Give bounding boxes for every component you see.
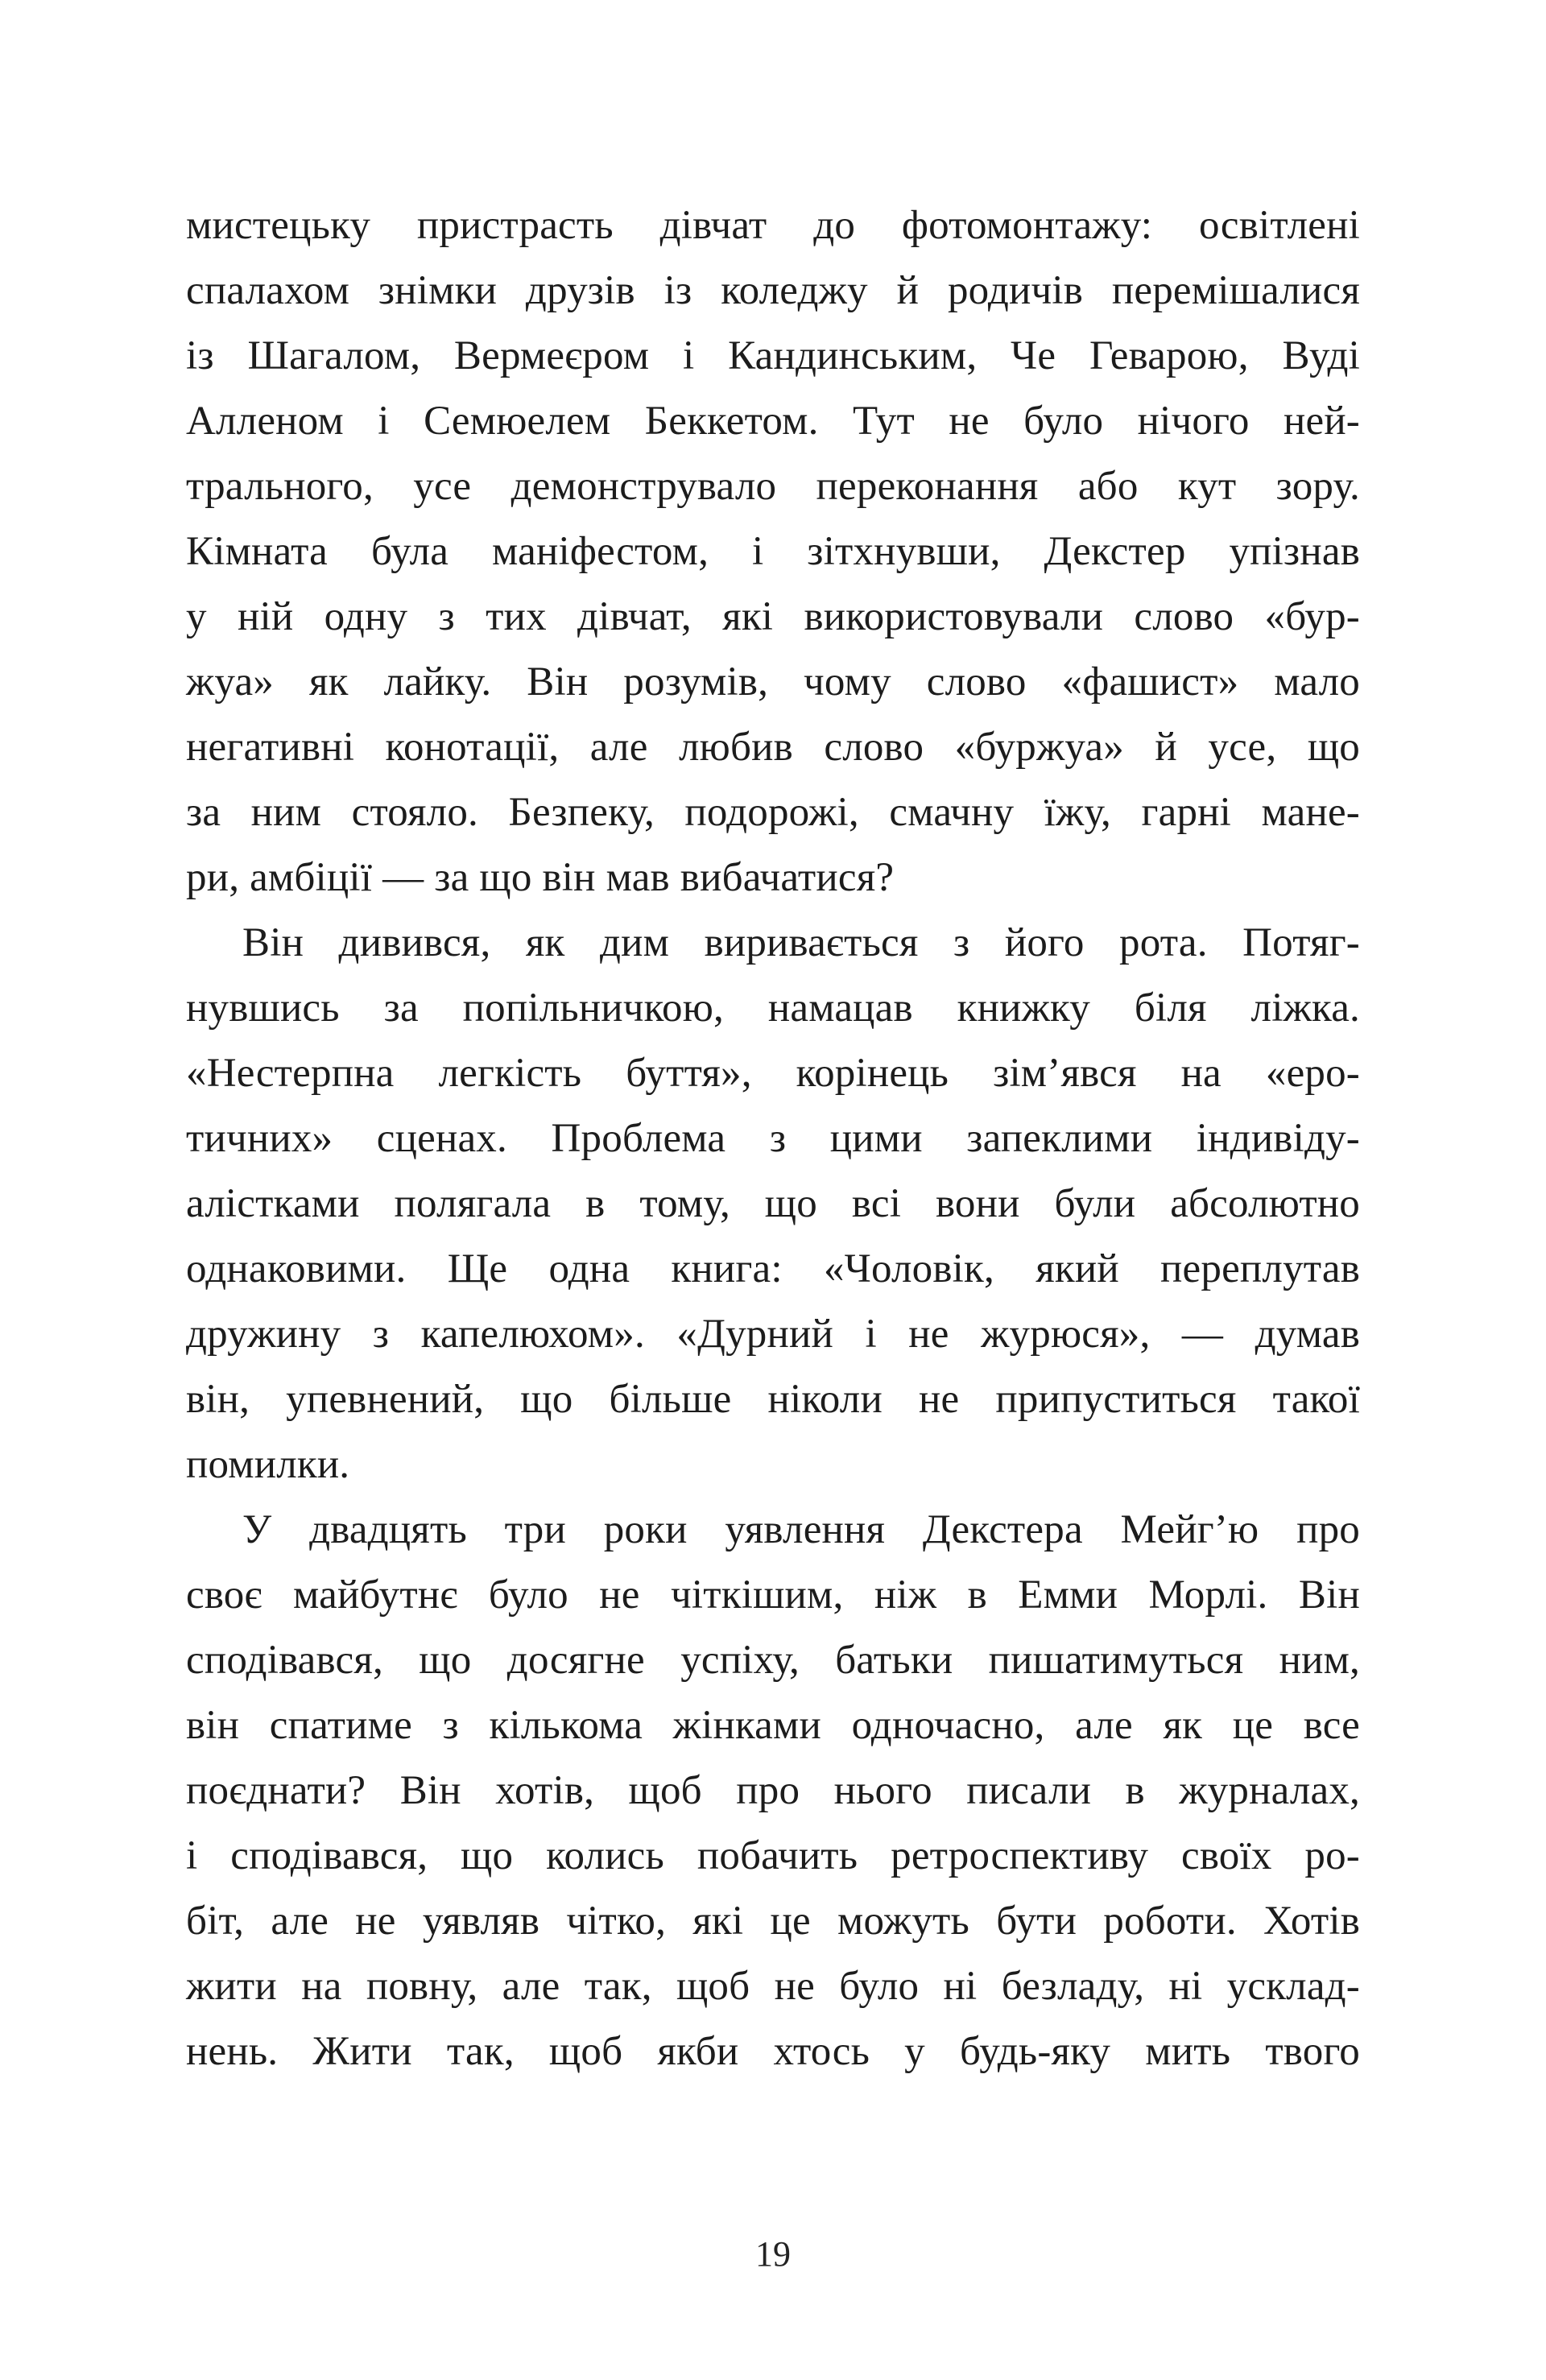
paragraph xyxy=(186,193,1360,911)
text-line: нень. Жити так, щоб якби хтось у будь-яку мить твого xyxy=(186,2029,1360,2074)
text-line: ри, амбіції — за що він мав вибачатися? xyxy=(186,855,895,900)
text-line: Алленом і Семюелем Беккетом. Тут не було нічого ней- xyxy=(186,399,1360,444)
text-block xyxy=(186,193,1360,2085)
text-line: і сподівався, що колись побачить ретроспективу своїх ро- xyxy=(186,1833,1360,1878)
text-line: Він дивився, як дим виривається з його рота. Потяг- xyxy=(242,920,1360,965)
text-line: тичних» сценах. Проблема з цими запеклими індивіду- xyxy=(186,1116,1360,1161)
text-line: алістками полягала в тому, що всі вони були абсолютно xyxy=(186,1181,1360,1226)
text-line: у ній одну з тих дівчат, які використовували слово «бур- xyxy=(186,594,1360,639)
text-line: за ним стояло. Безпеку, подорожі, смачну їжу, гарні мане- xyxy=(186,790,1360,835)
text-line: негативні конотації, але любив слово «буржуа» й усе, що xyxy=(186,725,1360,770)
text-line: мистецьку пристрасть дівчат до фотомонтажу: освітлені xyxy=(186,203,1360,248)
text-line: поєднати? Він хотів, щоб про нього писали в журналах, xyxy=(186,1768,1360,1813)
text-line: із Шагалом, Вермеєром і Кандинським, Че Геварою, Вуді xyxy=(186,333,1360,378)
text-line: трального, усе демонструвало переконання або кут зору. xyxy=(186,464,1360,509)
paragraph xyxy=(186,1498,1360,2085)
text-line: «Нестерпна легкість буття», корінець зім’явся на «еро- xyxy=(186,1051,1360,1096)
page-number: 19 xyxy=(755,2234,791,2274)
text-line: своє майбутнє було не чіткішим, ніж в Емми Морлі. Він xyxy=(186,1572,1360,1618)
text-line: біт, але не уявляв чітко, які це можуть бути роботи. Хотів xyxy=(186,1899,1360,1944)
paragraph xyxy=(186,911,1360,1498)
text-line: спалахом знімки друзів із коледжу й родичів перемішалися xyxy=(186,268,1360,313)
text-line: нувшись за попільничкою, намацав книжку біля ліжка. xyxy=(186,985,1360,1031)
text-line: жуа» як лайку. Він розумів, чому слово «фашист» мало xyxy=(186,659,1360,704)
text-line: дружину з капелюхом». «Дурний і не журюся», — думав xyxy=(186,1312,1360,1357)
text-line: У двадцять три роки уявлення Декстера Мейг’ю про xyxy=(242,1507,1360,1552)
text-line: Кімната була маніфестом, і зітхнувши, Декстер упізнав xyxy=(186,529,1360,574)
text-line: він, упевнений, що більше ніколи не припуститься такої xyxy=(186,1377,1360,1422)
text-line: жити на повну, але так, щоб не було ні безладу, ні усклад- xyxy=(186,1964,1360,2009)
text-line: сподівався, що досягне успіху, батьки пишатимуться ним, xyxy=(186,1638,1360,1683)
text-line: він спатиме з кількома жінками одночасно, але як це все xyxy=(186,1703,1360,1748)
text-line: помилки. xyxy=(186,1442,350,1487)
text-line: однаковими. Ще одна книга: «Чоловік, який переплутав xyxy=(186,1246,1360,1291)
